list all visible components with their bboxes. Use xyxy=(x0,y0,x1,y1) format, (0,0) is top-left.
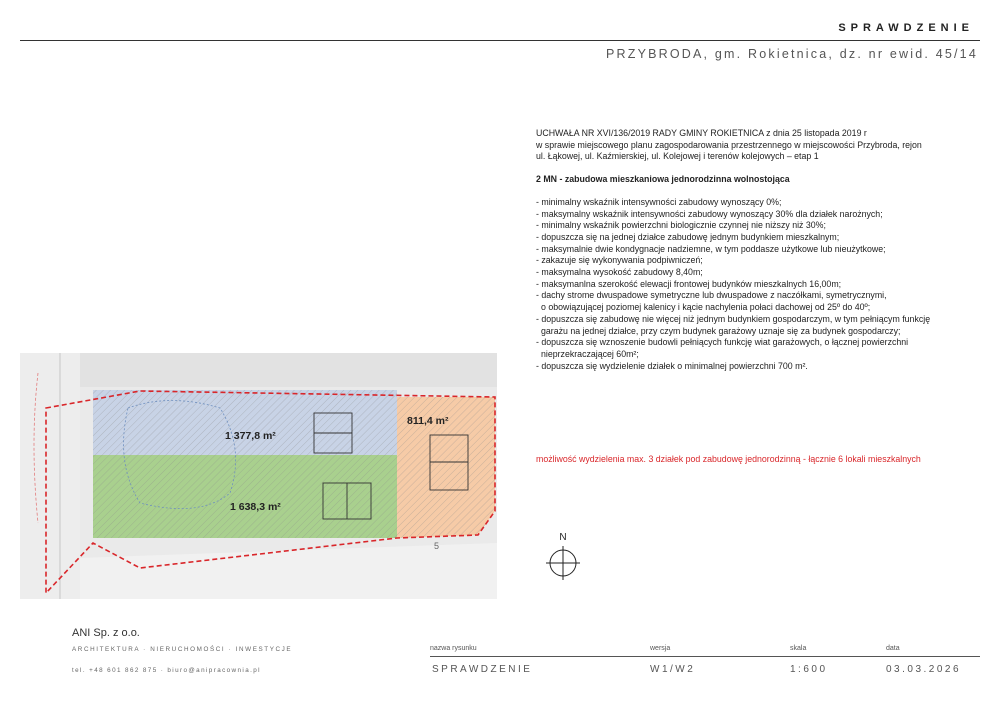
subdivision-note: możliwość wydzielenia max. 3 działek pod zabudowę jednorodzinną - łącznie 6 lokali mieszkalnych xyxy=(536,454,921,464)
scale-value: 1:600 xyxy=(790,664,828,675)
regulation-item: - dopuszcza się wznoszenie budowli pełniących funkcję wiat garażowych, o łącznej powierzchni xyxy=(536,337,909,348)
date-label: data xyxy=(886,645,900,652)
header-divider xyxy=(20,40,980,41)
regulation-item: - zakazuje się wykonywania podpiwniczeń; xyxy=(536,255,703,266)
resolution-line-1: UCHWAŁA NR XVI/136/2019 RADY GMINY ROKIETNICA z dnia 25 listopada 2019 r xyxy=(536,128,867,138)
regulations-block xyxy=(536,128,986,372)
zone-heading: 2 MN - zabudowa mieszkaniowa jednorodzinna wolnostojąca xyxy=(536,174,790,185)
north-label: N xyxy=(559,532,567,543)
regulation-item: nieprzekraczającej 60m²; xyxy=(541,348,639,359)
plot-green-hatch xyxy=(93,455,397,538)
plot-blue-area: 1 377,8 m² xyxy=(225,430,276,442)
resolution-line-3: ul. Łąkowej, ul. Kaźmierskiej, ul. Kolejowej i terenów kolejowych – etap 1 xyxy=(536,151,819,162)
regulation-item: - maksymalny wskaźnik intensywności zabudowy wynoszący 30% dla działek narożnych; xyxy=(536,208,883,219)
map-west-road xyxy=(20,353,80,599)
resolution-text xyxy=(536,128,986,163)
regulation-item: - dachy strome dwuspadowe symetryczne lub dwuspadowe z naczółkami, symetrycznymi, xyxy=(536,290,887,301)
document-title: SPRAWDZENIE xyxy=(838,22,974,34)
regulation-item: - maksymalnie dwie kondygnacje nadziemne, w tym poddasze użytkowe lub nieużytkowe; xyxy=(536,243,886,254)
version-value: W1/W2 xyxy=(650,664,696,675)
north-compass xyxy=(545,530,581,580)
version-label: wersja xyxy=(650,645,671,652)
site-plan-map xyxy=(20,353,497,599)
regulation-item: - minimalny wskaźnik powierzchni biologicznie czynnej nie niższy niż 30%; xyxy=(536,220,826,231)
location-line: PRZYBRODA, gm. Rokietnica, dz. nr ewid. 45/14 xyxy=(605,47,978,61)
plot-green-area: 1 638,3 m² xyxy=(230,501,281,513)
regulation-item: o obowiązującej poziomej kalenicy i kącie nachylenia połaci dachowej od 25º do 40º; xyxy=(541,302,871,313)
plot-blue-hatch xyxy=(93,390,397,455)
regulation-item: - maksymanlna szerokość elewacji frontowej budynków mieszkalnych 16,00m; xyxy=(536,278,842,289)
drawing-name-value: SPRAWDZENIE xyxy=(432,664,533,675)
company-tagline: ARCHITEKTURA · NIERUCHOMOŚCI · INWESTYCJE xyxy=(72,646,293,653)
company-name: ANI Sp. z o.o. xyxy=(72,627,140,639)
company-contact: tel. +48 601 862 875 · biuro@anipracownia.pl xyxy=(72,667,261,674)
drawing-name-label: nazwa rysunku xyxy=(430,645,477,652)
resolution-line-2: w sprawie miejscowego planu zagospodarowania przestrzennego w miejscowości Przybroda, rejon xyxy=(536,139,922,150)
scale-label: skala xyxy=(790,645,807,652)
regulation-item: - maksymalna wysokość zabudowy 8,40m; xyxy=(536,267,703,278)
map-north-strip xyxy=(80,353,497,387)
regulation-item: - dopuszcza się na jednej działce zabudowę jednym budynkiem mieszkalnym; xyxy=(536,231,840,242)
plot-orange-area: 811,4 m² xyxy=(407,415,449,427)
regulation-item: - minimalny wskaźnik intensywności zabudowy wynoszący 0%; xyxy=(536,196,782,207)
regulation-item: - dopuszcza się wydzielenie działek o minimalnej powierzchni 700 m². xyxy=(536,360,808,371)
date-value: 03.03.2026 xyxy=(886,664,962,675)
footer-divider xyxy=(430,656,980,657)
regulation-item: garażu na jednej działce, przy czym budynek garażowy uznaje się za budynek gospodarczy; xyxy=(541,325,901,336)
road-number: 5 xyxy=(434,541,440,551)
regulation-item: - dopuszcza się zabudowę nie więcej niż jednym budynkiem gospodarczym, w tym pełniącym funkcję xyxy=(536,313,931,324)
